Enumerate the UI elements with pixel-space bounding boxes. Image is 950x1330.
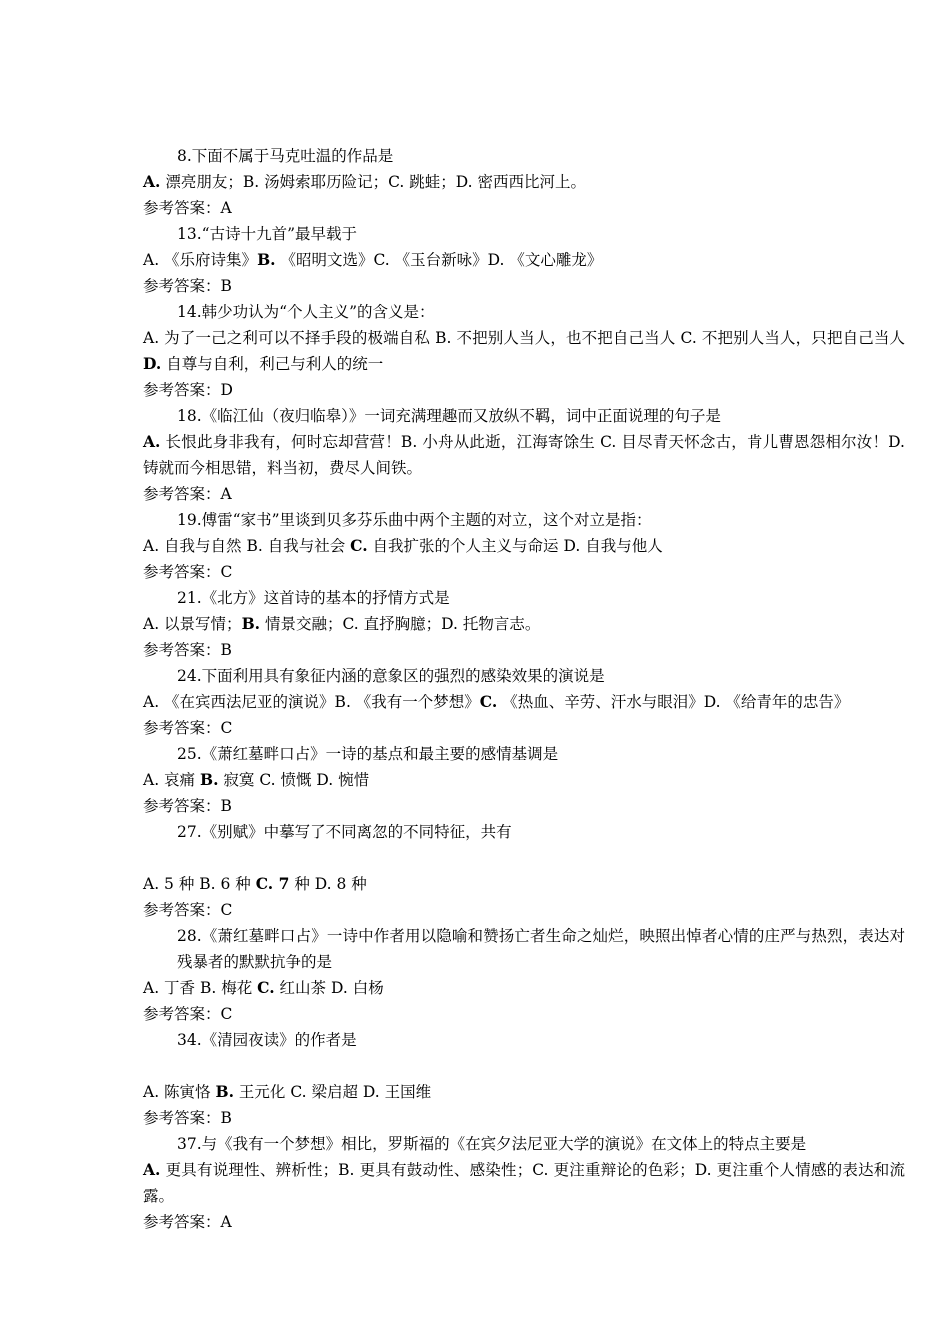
reference-answer: 参考答案：A	[143, 485, 232, 503]
option-text: A. 丁香 B. 梅花	[143, 979, 258, 997]
option-text: 情景交融；C. 直抒胸臆；D. 托物言志。	[260, 615, 541, 633]
option-text: A. 为了一己之利可以不择手段的极端自私 B. 不把别人当人，也不把自己当人 C. 不把别人当人，只把自己当人	[143, 329, 905, 347]
question-options	[143, 1157, 905, 1209]
option-label-bold: B.	[257, 250, 276, 269]
reference-answer: 参考答案：B	[143, 1109, 232, 1127]
question-stem: 25.《萧红墓畔口占》一诗的基点和最主要的感情基调是	[177, 745, 559, 763]
question-options	[143, 975, 905, 1001]
reference-answer: 参考答案：C	[143, 563, 233, 581]
option-label-bold: A.	[143, 1160, 161, 1179]
question-options	[143, 247, 905, 273]
option-text: 种 D. 8 种	[289, 875, 367, 893]
question-options	[143, 689, 905, 715]
option-label-bold: C.	[350, 536, 368, 555]
question-options	[143, 871, 905, 897]
option-text: 王元化 C. 梁启超 D. 王国维	[233, 1083, 432, 1101]
option-label-bold: D.	[143, 354, 162, 373]
option-text: 长恨此身非我有，何时忘却营营！B. 小舟从此逝，江海寄馀生 C. 目尽青天怀念古，肯儿曹恩怨相尔汝！D. 铸就而今相思错，料当初，费尽人间铁。	[143, 433, 905, 477]
reference-answer: 参考答案：B	[143, 277, 232, 295]
option-label-bold: A.	[143, 432, 161, 451]
option-label-bold: B.	[199, 770, 219, 789]
question-stem: 28.《萧红墓畔口占》一诗中作者用以隐喻和赞扬亡者生命之灿烂，映照出悼者心情的庄严与热烈，表达对残暴者的默默抗争的是	[177, 927, 905, 971]
question-stem: 21.《北方》这首诗的基本的抒情方式是	[177, 589, 450, 607]
option-text: 《昭明文选》C. 《玉台新咏》D. 《文心雕龙》	[275, 251, 603, 269]
question-stem: 8.下面不属于马克吐温的作品是	[177, 147, 394, 165]
option-text: 自我扩张的个人主义与命运 D. 自我与他人	[367, 537, 663, 555]
question-stem: 13.“古诗十九首”最早载于	[177, 225, 357, 243]
option-text: 更具有说理性、辨析性；B. 更具有鼓动性、感染性；C. 更注重辩论的色彩；D. 更注重个人情感的表达和流露。	[143, 1161, 905, 1205]
option-label-bold: C. 7	[255, 874, 290, 893]
option-text: 自尊与自利，利己与利人的统一	[161, 355, 384, 373]
reference-answer: 参考答案：A	[143, 199, 232, 217]
option-text: 《热血、辛劳、汗水与眼泪》D. 《给青年的忠告》	[497, 693, 850, 711]
option-label-bold: C.	[257, 978, 275, 997]
option-text: 红山茶 D. 白杨	[274, 979, 384, 997]
question-stem: 24.下面利用具有象征内涵的意象区的强烈的感染效果的演说是	[177, 667, 605, 685]
option-text: 寂寞 C. 愤慨 D. 惋惜	[218, 771, 370, 789]
reference-answer: 参考答案：B	[143, 797, 232, 815]
question-stem: 19.傅雷“家书”里谈到贝多芬乐曲中两个主题的对立，这个对立是指：	[177, 511, 652, 529]
option-text: A. 《乐府诗集》	[143, 251, 258, 269]
option-text: A. 哀痛	[143, 771, 200, 789]
option-label-bold: B.	[241, 614, 261, 633]
blank-line	[143, 845, 905, 871]
question-options	[143, 325, 905, 377]
question-options	[143, 1079, 905, 1105]
document-page	[143, 143, 905, 1235]
option-text: A. 自我与自然 B. 自我与社会	[143, 537, 351, 555]
reference-answer: 参考答案：D	[143, 381, 233, 399]
blank-line	[143, 1053, 905, 1079]
option-text: A. 《在宾西法尼亚的演说》B. 《我有一个梦想》	[143, 693, 480, 711]
question-options	[143, 611, 905, 637]
question-options	[143, 169, 905, 195]
option-label-bold: A.	[143, 172, 161, 191]
question-options	[143, 533, 905, 559]
option-text: A. 5 种 B. 6 种	[143, 875, 256, 893]
reference-answer: 参考答案：C	[143, 1005, 233, 1023]
reference-answer: 参考答案：B	[143, 641, 232, 659]
option-label-bold: C.	[479, 692, 498, 711]
question-options	[143, 429, 905, 481]
reference-answer: 参考答案：C	[143, 719, 233, 737]
question-stem: 14.韩少功认为“个人主义”的含义是：	[177, 303, 435, 321]
option-label-bold: B.	[215, 1082, 234, 1101]
question-stem: 27.《别赋》中摹写了不同离忽的不同特征，共有	[177, 823, 512, 841]
question-stem: 37.与《我有一个梦想》相比，罗斯福的《在宾夕法尼亚大学的演说》在文体上的特点主要是	[177, 1135, 807, 1153]
reference-answer: 参考答案：C	[143, 901, 233, 919]
reference-answer: 参考答案：A	[143, 1213, 232, 1231]
option-text: 漂亮朋友；B. 汤姆索耶历险记；C. 跳蛙；D. 密西西比河上。	[160, 173, 587, 191]
question-stem: 34.《清园夜读》的作者是	[177, 1031, 357, 1049]
question-options	[143, 767, 905, 793]
option-text: A. 陈寅恪	[143, 1083, 216, 1101]
question-stem: 18.《临江仙（夜归临皋）》一词充满理趣而又放纵不羁，词中正面说理的句子是	[177, 407, 721, 425]
option-text: A. 以景写情；	[143, 615, 242, 633]
